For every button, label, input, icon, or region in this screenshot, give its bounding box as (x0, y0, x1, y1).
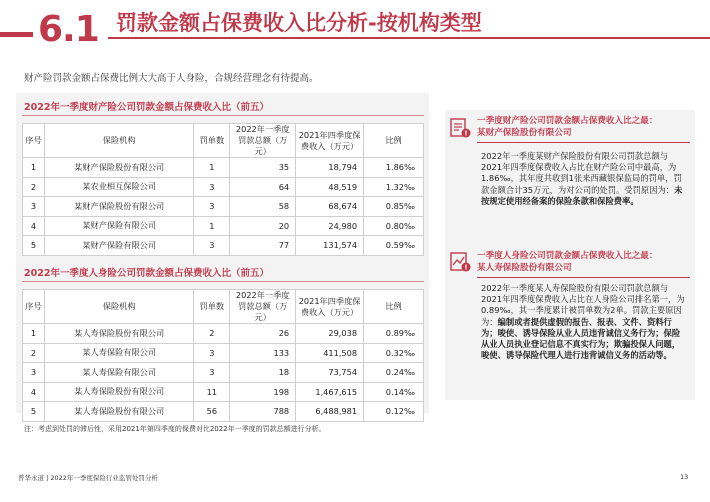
cell-index: 3 (23, 363, 45, 383)
cell-ratio: 0.24‰ (364, 363, 424, 383)
insight2-title-line2: 某人寿保险股份有限公司 (477, 263, 572, 273)
cell-institution: 某人寿保险股份有限公司 (44, 324, 193, 344)
cell-ratio: 0.14‰ (364, 382, 424, 402)
table1-title: 2022年一季度财产险公司罚款金额占保费收入比（前五） (24, 102, 269, 113)
alert-clipboard-icon (448, 116, 472, 140)
table1-title-rule (22, 115, 424, 116)
cell-index: 4 (23, 216, 45, 236)
cell-premium: 1,467,615 (296, 382, 364, 402)
cell-ratio: 0.85‰ (364, 197, 424, 217)
cell-index: 1 (23, 324, 45, 344)
table-row (23, 343, 424, 363)
cell-fine-total: 133 (230, 343, 296, 363)
col-header-fine-total: 2022年一季度罚款总额（万元） (230, 290, 296, 324)
cell-institution: 某财产保险股份有限公司 (44, 197, 193, 217)
cell-fine-total: 58 (230, 197, 296, 217)
table2-title: 2022年一季度人身险公司罚款金额占保费收入比（前五） (24, 268, 269, 279)
cell-index: 4 (23, 382, 45, 402)
col-header-tickets: 罚单数 (194, 290, 230, 324)
cell-institution: 某农业相互保险公司 (44, 177, 193, 197)
col-header-fine-total: 2022年一季度罚款总额（万元） (230, 124, 296, 158)
insight2-body-emphasis: 编制或者提供虚假的报告、报表、文件、资料行为；唆使、诱导保险从业人员违背诚信义务行为；保险从业人员执业登记信息不真实行为；欺骗投保人问题，唆使、诱导保险代理人进行违背诚信义务的活动等。 (481, 316, 681, 361)
cell-premium: 18,794 (296, 158, 364, 178)
table-row (23, 158, 424, 178)
table2-title-rule (22, 281, 424, 282)
col-header-index: 序号 (23, 290, 45, 324)
cell-institution: 某人寿保险有限公司 (44, 363, 193, 383)
cell-tickets: 3 (194, 177, 230, 197)
insight2-title (477, 250, 692, 274)
cell-premium: 68,674 (296, 197, 364, 217)
table-row (23, 177, 424, 197)
alert-chart-icon (448, 250, 472, 274)
cell-fine-total: 20 (230, 216, 296, 236)
cell-ratio: 1.86‰ (364, 158, 424, 178)
cell-premium: 24,980 (296, 216, 364, 236)
cell-institution: 某人寿保险股份有限公司 (44, 382, 193, 402)
cell-fine-total: 77 (230, 236, 296, 256)
cell-tickets: 1 (194, 216, 230, 236)
cell-fine-total: 198 (230, 382, 296, 402)
cell-ratio: 0.89‰ (364, 324, 424, 344)
cell-institution: 某人寿保险有限公司 (44, 343, 193, 363)
cell-ratio: 1.32‰ (364, 177, 424, 197)
footnote: 注：考虑到处罚的滞后性，采用2021年第四季度的保费对比2022年一季度的罚款总额进行分析。 (24, 425, 326, 433)
insight1-body-emphasis: 未按规定使用经备案的保险条款和保险费率。 (481, 184, 683, 206)
cell-fine-total: 788 (230, 402, 296, 422)
table-header-row (23, 124, 424, 158)
footer-text: 普华永道 | 2022年一季度保险行业监管处罚分析 (18, 474, 158, 482)
table-row (23, 402, 424, 422)
cell-premium: 29,038 (296, 324, 364, 344)
table-row (23, 363, 424, 383)
cell-institution: 某财产保险股份有限公司 (44, 158, 193, 178)
cell-ratio: 0.12‰ (364, 402, 424, 422)
cell-fine-total: 26 (230, 324, 296, 344)
cell-fine-total: 35 (230, 158, 296, 178)
cell-index: 3 (23, 197, 45, 217)
cell-premium: 73,754 (296, 363, 364, 383)
insight2-title-line1: 一季度人身险公司罚款金额占保费收入比之最： (477, 251, 658, 261)
table-row (23, 324, 424, 344)
cell-premium: 131,574 (296, 236, 364, 256)
col-header-premium: 2021年四季度保费收入（万元） (296, 290, 364, 324)
cell-ratio: 0.80‰ (364, 216, 424, 236)
col-header-institution: 保险机构 (44, 290, 193, 324)
col-header-premium: 2021年四季度保费收入（万元） (296, 124, 364, 158)
cell-ratio: 0.32‰ (364, 343, 424, 363)
cell-fine-total: 64 (230, 177, 296, 197)
cell-ratio: 0.59‰ (364, 236, 424, 256)
cell-tickets: 11 (194, 382, 230, 402)
cell-tickets: 3 (194, 363, 230, 383)
table-row (23, 197, 424, 217)
header-rule (108, 37, 710, 39)
cell-tickets: 56 (194, 402, 230, 422)
cell-tickets: 1 (194, 158, 230, 178)
table-header-row (23, 290, 424, 324)
page-title: 罚款金额占保费收入比分析-按机构类型 (116, 11, 482, 35)
insight2-body (481, 283, 686, 361)
cell-tickets: 2 (194, 324, 230, 344)
page-subtitle: 财产险罚款金额占保费比例大大高于人身险，合规经营理念有待提高。 (24, 73, 319, 84)
cell-institution: 某财产保险有限公司 (44, 216, 193, 236)
page-number: 13 (680, 473, 689, 481)
col-header-index: 序号 (23, 124, 45, 158)
cell-premium: 6,488,981 (296, 402, 364, 422)
col-header-institution: 保险机构 (44, 124, 193, 158)
property-insurance-table (22, 123, 424, 256)
cell-index: 2 (23, 343, 45, 363)
life-insurance-table (22, 289, 424, 422)
insight1-title-line2: 某财产保险股份有限公司 (477, 128, 572, 138)
col-header-tickets: 罚单数 (194, 124, 230, 158)
cell-institution: 某人寿保险股份有限公司 (44, 402, 193, 422)
cell-index: 1 (23, 158, 45, 178)
col-header-ratio: 比例 (364, 124, 424, 158)
svg-text:!: ! (464, 129, 468, 138)
header-accent-bar (0, 32, 33, 37)
cell-premium: 411,508 (296, 343, 364, 363)
col-header-ratio: 比例 (364, 290, 424, 324)
cell-index: 5 (23, 402, 45, 422)
cell-tickets: 3 (194, 236, 230, 256)
insight2-rule (477, 277, 690, 278)
cell-premium: 48,519 (296, 177, 364, 197)
cell-fine-total: 18 (230, 363, 296, 383)
cell-tickets: 3 (194, 343, 230, 363)
cell-institution: 某财产保险有限公司 (44, 236, 193, 256)
insight1-body-text: 2022年一季度某财产保险股份有限公司罚款总额与2021年四季度保费收入占比在财产险公司中最高，为1.86‰，其年度共收到1张来西藏银保监局的罚单，罚款金额合计35万元，为对公司的处罚。受罚原因为： (481, 151, 682, 195)
cell-index: 2 (23, 177, 45, 197)
insight1-title-line1: 一季度财产险公司罚款金额占保费收入比之最： (477, 116, 658, 126)
insight1-title (477, 115, 692, 139)
insight1-rule (477, 142, 690, 143)
section-number: 6.1 (38, 9, 99, 50)
svg-text:!: ! (464, 263, 468, 272)
insight1-body (481, 151, 686, 207)
cell-tickets: 3 (194, 197, 230, 217)
table-row (23, 382, 424, 402)
table-row (23, 236, 424, 256)
insight2-body-text: 2022年一季度某人寿保险股份有限公司罚款总额与2021年四季度保费收入占比在人身险公司排名第一，为0.89‰，其一季度累计被罚单数为2单。罚款主要原因为： (481, 283, 685, 327)
table-row (23, 216, 424, 236)
cell-index: 5 (23, 236, 45, 256)
